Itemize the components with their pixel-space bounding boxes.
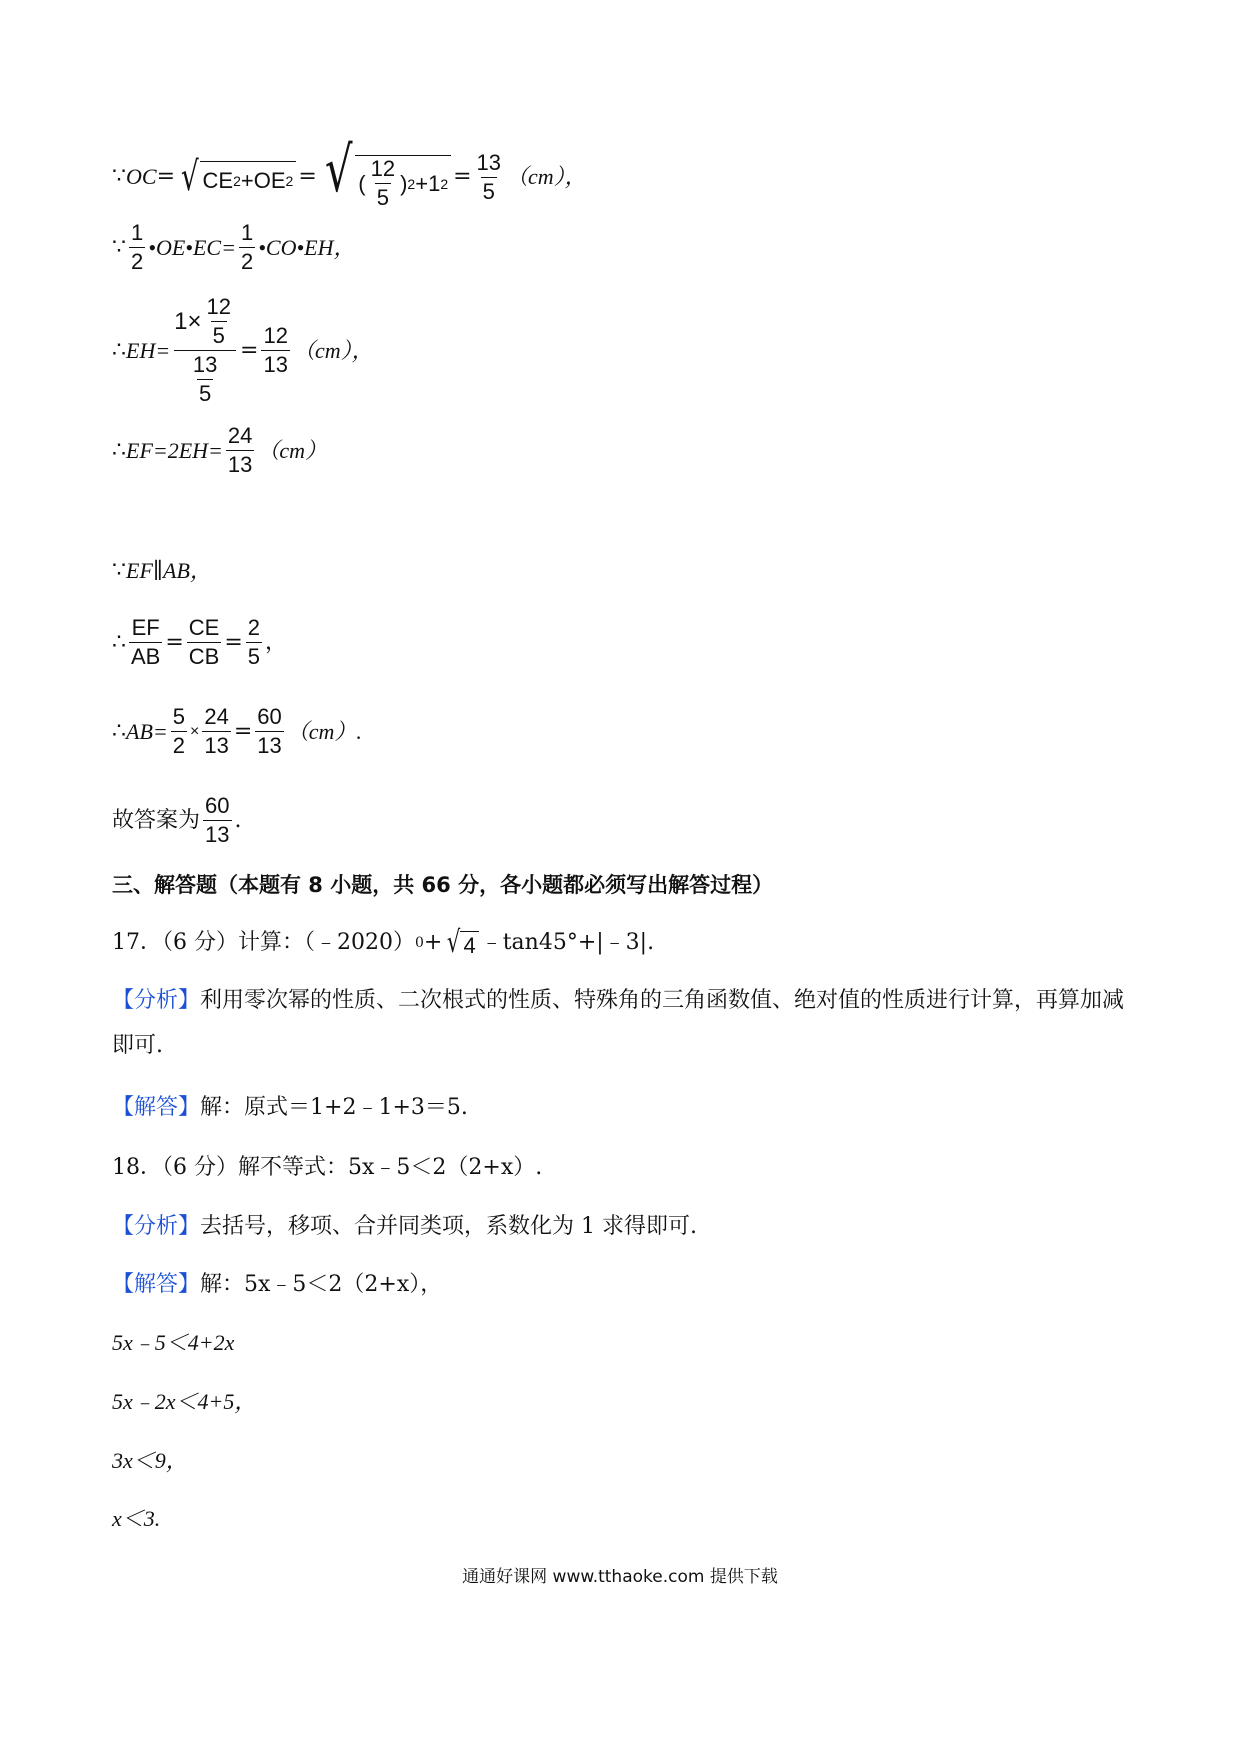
eq-oc-line: [112, 133, 587, 210]
question-18: 18．（6 分）解不等式：5x﹣5＜2（2+x）.: [112, 1155, 543, 1180]
solution-step: 5x﹣5＜4+2x: [112, 1330, 235, 1355]
one-term: 1: [428, 170, 441, 196]
because-symbol: ∵: [112, 234, 126, 260]
unit-cm: （cm）.: [286, 718, 362, 744]
eq-eh-line: [112, 296, 374, 405]
fraction-13-5: $\frac{13}{5}$: [192, 352, 218, 406]
page-footer: 通通好课网 www.tthaoke.com 提供下载: [462, 1567, 778, 1587]
solution-tag: 【解答】: [112, 1095, 201, 1120]
therefore-symbol: ∴: [112, 718, 126, 744]
fraction-24-13: $\frac{24}{13}$: [227, 423, 253, 477]
because-symbol: ∵: [112, 558, 126, 583]
unit-cm: （cm），: [506, 164, 587, 189]
solution-text: 解：原式＝1+2﹣1+3＝5.: [200, 1095, 468, 1120]
plus-sign: +: [423, 930, 443, 955]
product-co-eh: •CO•EH，: [258, 234, 356, 260]
because-symbol: ∵: [112, 164, 126, 189]
fraction-ef-ab: $\frac{EF}{AB}$: [131, 615, 161, 669]
fraction-13-5: $\frac{13}{5}$: [476, 149, 502, 204]
equals-sign: =: [165, 629, 184, 655]
fraction-12-5: $\frac{12}{5}$: [206, 294, 232, 348]
therefore-symbol: ∴: [112, 337, 126, 363]
therefore-symbol: ∴: [112, 629, 126, 655]
fraction-12-5: $\frac{12}{5}$: [370, 156, 396, 210]
plus-sign: +: [415, 170, 429, 196]
period: .: [234, 807, 242, 833]
question-17-tail: ﹣tan45°+|﹣3|.: [480, 930, 655, 955]
times-sign: ×: [187, 307, 202, 335]
product-oe-ec: •OE•EC=: [148, 234, 236, 260]
equals-sign: =: [453, 164, 472, 189]
ab-label: AB=: [126, 718, 168, 744]
solution-18: [112, 1274, 442, 1296]
solution-17: [112, 1097, 468, 1119]
sqrt-4: √ 4: [444, 928, 478, 958]
analysis-tag: 【分析】: [112, 988, 201, 1013]
equals-sign: =: [224, 629, 243, 655]
eq-ratio-line: [112, 617, 287, 668]
ce-term: CE: [202, 167, 234, 193]
answer-line: [112, 795, 242, 846]
oc-label: OC: [126, 164, 157, 189]
paren-close: ): [400, 170, 408, 196]
unit-cm: （cm）: [257, 437, 328, 463]
analysis-tag: 【分析】: [112, 1214, 201, 1239]
times-sign: ×: [189, 722, 200, 740]
analysis-text: 去括号，移项、合并同类项，系数化为 1 求得即可.: [200, 1214, 697, 1239]
parallel-statement: EF∥AB，: [126, 558, 212, 583]
fraction-ce-cb: $\frac{CE}{CB}$: [188, 615, 220, 669]
compound-fraction: [174, 296, 236, 405]
eq-area-line: [112, 222, 356, 273]
fraction-24-13: $\frac{24}{13}$: [204, 704, 229, 758]
equals-sign: =: [298, 164, 317, 189]
fraction-5-2: $\frac{5}{2}$: [172, 704, 185, 758]
therefore-symbol: ∴: [112, 437, 126, 463]
sqrt-numeric: √ ( $\frac{12}{5}$ ) 2 + 1 2: [319, 145, 451, 209]
paren-open: (: [358, 170, 366, 196]
solution-text: 解：5x﹣5＜2（2+x），: [200, 1272, 443, 1297]
solution-tag: 【解答】: [112, 1272, 201, 1297]
analysis-17-cont: 即可.: [112, 1033, 163, 1058]
analysis-18: [112, 1216, 697, 1238]
fraction-60-13: $\frac{60}{13}$: [205, 793, 230, 847]
oe-term: OE: [253, 167, 286, 193]
fraction-2-5: $\frac{2}{5}$: [247, 615, 261, 669]
eq-ab-line: [112, 706, 362, 757]
plus-sign: +: [240, 167, 254, 193]
question-17: 17．（6 分）计算：（﹣2020） 0 + √ 4 ﹣tan45°+|﹣3|.: [112, 925, 655, 960]
fraction-60-13: $\frac{60}{13}$: [257, 704, 282, 758]
analysis-17: [112, 990, 1124, 1012]
ef-expression: EF=2EH=: [126, 437, 223, 463]
one-term: 1: [174, 307, 188, 335]
answer-text: 故答案为: [112, 807, 201, 833]
unit-cm: （cm），: [292, 337, 374, 363]
equals-sign: =: [233, 718, 253, 744]
fraction-1-2: $\frac{1}{2}$: [240, 220, 254, 274]
solution-step: x＜3.: [112, 1506, 161, 1531]
sqrt-ce-oe: √ CE 2 + OE 2: [177, 157, 296, 197]
eh-label: EH=: [126, 337, 171, 363]
analysis-text: 利用零次幂的性质、二次根式的性质、特殊角的三角函数值、绝对值的性质进行计算，再算加减: [200, 988, 1125, 1013]
question-17-head: 17．（6 分）计算：（﹣2020）: [112, 930, 415, 955]
eq-parallel-line: [112, 560, 212, 582]
fraction-1-2: $\frac{1}{2}$: [131, 220, 144, 274]
solution-step: 3x＜9，: [112, 1448, 188, 1473]
equals-sign: =: [156, 164, 175, 189]
section-heading: 三、解答题（本题有 8 小题，共 66 分，各小题都必须写出解答过程）: [112, 873, 774, 897]
fraction-12-13: $\frac{12}{13}$: [263, 323, 288, 377]
comma: ，: [265, 629, 288, 655]
equals-sign: =: [240, 337, 259, 363]
eq-ef-line: [112, 425, 327, 476]
solution-step: 5x﹣2x＜4+5，: [112, 1389, 257, 1414]
